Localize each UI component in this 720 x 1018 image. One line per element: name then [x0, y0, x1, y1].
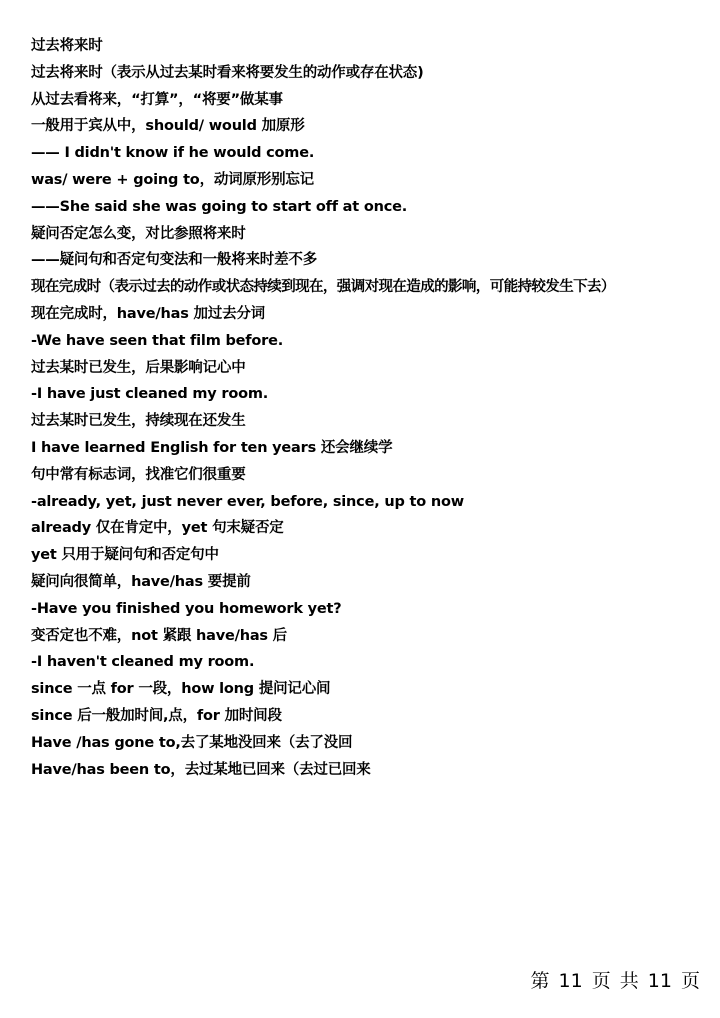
text-line: 一般用于宾从中，should/ would 加原形: [31, 118, 305, 135]
text-line: 过去某时已发生，持续现在还发生: [31, 413, 246, 430]
text-line: -I haven't cleaned my room.: [31, 654, 255, 671]
text-line: 现在完成时（表示过去的动作或状态持续到现在，强调对现在造成的影响，可能持较发生下去）: [31, 279, 615, 296]
document-body: [31, 33, 701, 783]
text-line: yet 只用于疑问句和否定句中: [31, 547, 219, 564]
text-line: 过去将来时（表示从过去某时看来将要发生的动作或存在状态): [31, 64, 424, 81]
text-line: 句中常有标志词，找准它们很重要: [31, 466, 246, 483]
text-line: since 一点 for 一段，how long 提问记心间: [31, 681, 331, 698]
text-line: Have/has been to，去过某地已回来（去过已回来: [31, 761, 371, 778]
text-line: already 仅在肯定中，yet 句末疑否定: [31, 520, 284, 537]
text-line: 过去某时已发生，后果影响记心中: [31, 359, 246, 376]
text-line: 疑问向很简单，have/has 要提前: [31, 573, 251, 590]
text-line: since 后一般加时间,点，for 加时间段: [31, 707, 282, 724]
text-line: -already, yet, just never ever, before, since, up to now: [31, 493, 464, 510]
text-line: ——She said she was going to start off at once.: [31, 198, 408, 215]
text-line: 过去将来时: [31, 38, 103, 54]
text-line: -We have seen that film before.: [31, 332, 284, 349]
text-line: I have learned English for ten years 还会继续学: [31, 439, 393, 456]
text-line: was/ were + going to，动词原形别忘记: [31, 171, 314, 188]
text-line: Have /has gone to,去了某地没回来（去了没回: [31, 734, 353, 751]
text-line: 变否定也不难，not 紧跟 have/has 后: [31, 627, 287, 644]
page-number: 第 11 页 共 11 页: [530, 970, 700, 992]
text-line: 疑问否定怎么变，对比参照将来时: [31, 225, 246, 242]
text-line: —— I didn't know if he would come.: [31, 145, 315, 162]
text-line: 现在完成时，have/has 加过去分词: [31, 305, 265, 322]
text-line: -Have you finished you homework yet?: [31, 600, 342, 617]
text-line: -I have just cleaned my room.: [31, 386, 269, 403]
text-line: 从过去看将来，“打算”，“将要”做某事: [31, 91, 283, 108]
text-line: ——疑问句和否定句变法和一般将来时差不多: [31, 252, 317, 269]
